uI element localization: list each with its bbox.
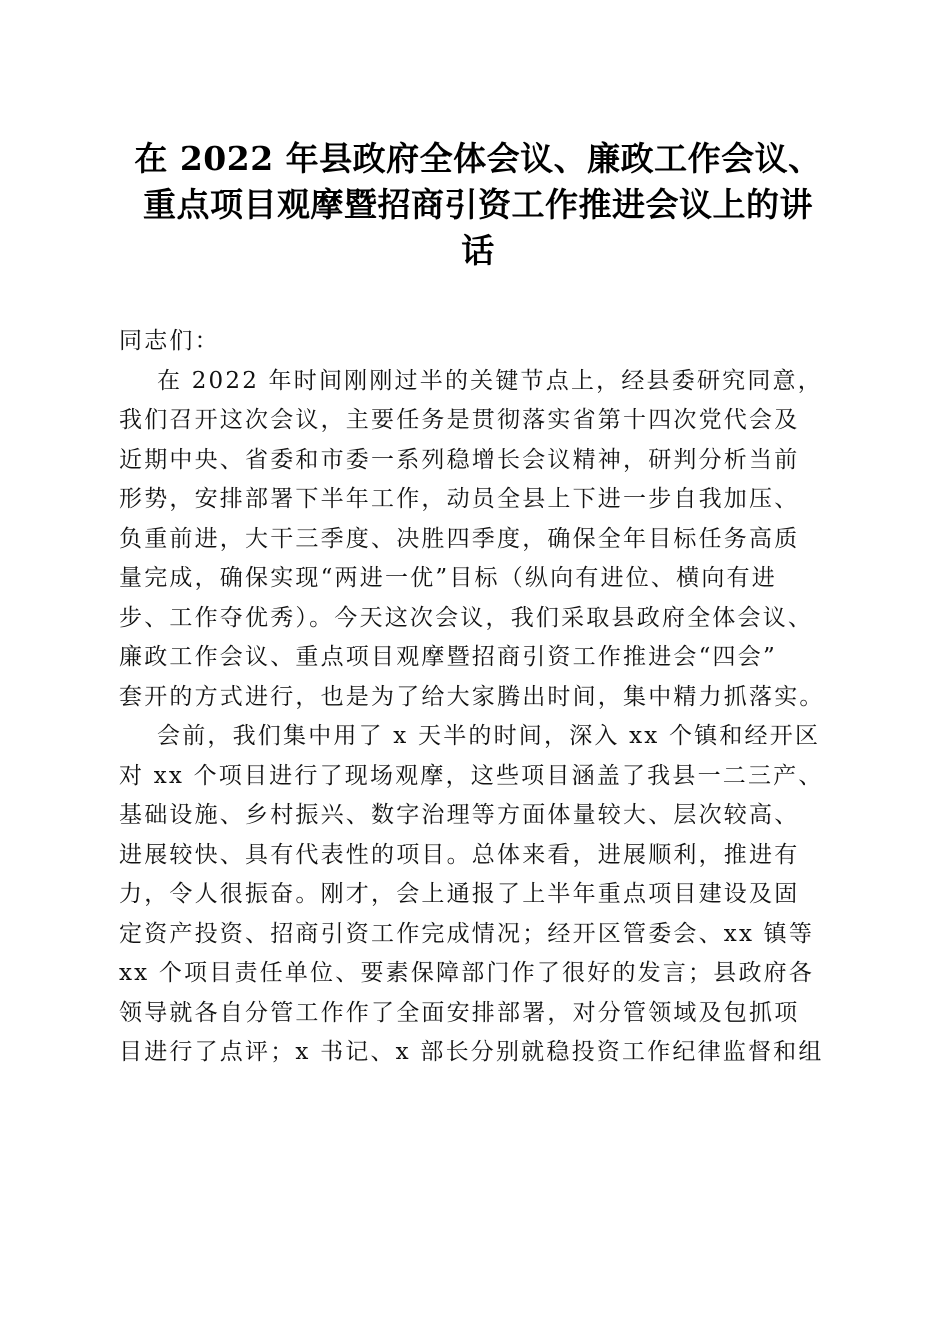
title-line-3: 话: [461, 231, 495, 270]
paragraph-line: 基础设施、乡村振兴、数字治理等方面体量较大、层次较高、: [119, 802, 800, 828]
paragraph-line: 步、工作夺优秀）。今天这次会议，我们采取县政府全体会议、: [119, 604, 814, 631]
paragraph-line: 套开的方式进行，也是为了给大家腾出时间，集中精力抓落实。: [119, 683, 825, 710]
paragraph-line: 形势，安排部署下半年工作，动员全县上下进一步自我加压、: [119, 486, 800, 512]
paragraph-line: 定资产投资、招商引资工作完成情况；经开区管委会、xx 镇等: [119, 920, 815, 947]
title-line-1: 在 2022 年县政府全体会议、廉政工作会议、: [134, 139, 822, 178]
paragraph-line: 量完成，确保实现“两进一优”目标（纵向有进位、横向有进: [119, 565, 777, 591]
paragraph-1: [119, 362, 831, 718]
paragraph-line: 我们召开这次会议，主要任务是贯彻落实省第十四次党代会及: [119, 407, 800, 433]
paragraph-line: 负重前进，大干三季度、决胜四季度，确保全年目标任务高质: [119, 525, 800, 552]
document-body: [119, 322, 831, 1073]
title-line-2: 重点项目观摩暨招商引资工作推进会议上的讲: [143, 185, 813, 224]
paragraph-line: 近期中央、省委和市委一系列稳增长会议精神，研判分析当前: [119, 446, 800, 473]
paragraph-line: 力，令人很振奋。刚才，会上通报了上半年重点项目建设及固: [119, 881, 800, 907]
page-title: [118, 136, 838, 274]
paragraph-line: 目进行了点评；x 书记、x 部长分别就稳投资工作纪律监督和组: [119, 1039, 824, 1065]
paragraph-line: 进展较快、具有代表性的项目。总体来看，进展顺利，推进有: [119, 841, 800, 868]
paragraph-line: xx 个项目责任单位、要素保障部门作了很好的发言；县政府各: [119, 960, 815, 986]
paragraph-line: 对 xx 个项目进行了现场观摩，这些项目涵盖了我县一二三产、: [119, 762, 824, 789]
paragraph-line: 会前，我们集中用了 x 天半的时间，深入 xx 个镇和经开区: [157, 723, 821, 749]
salutation: 同志们：: [119, 328, 220, 354]
paragraph-2: [119, 717, 831, 1073]
paragraph-line: 在 2022 年时间刚刚过半的关键节点上，经县委研究同意，: [157, 367, 823, 394]
paragraph-line: 廉政工作会议、重点项目观摩暨招商引资工作推进会“四会”: [119, 644, 777, 670]
paragraph-line: 领导就各自分管工作作了全面安排部署，对分管领域及包抓项: [119, 999, 800, 1026]
